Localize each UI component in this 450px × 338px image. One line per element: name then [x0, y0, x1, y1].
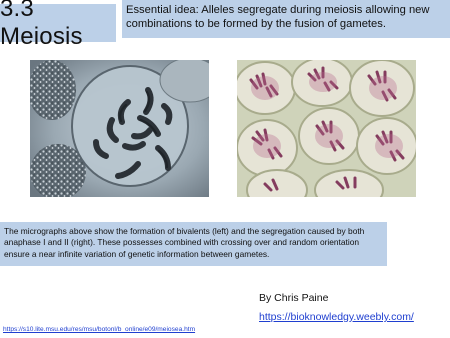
author-credit: By Chris Paine — [259, 292, 329, 304]
micrograph-bivalents — [30, 60, 209, 197]
micrograph-bivalents-image — [30, 60, 209, 197]
essential-idea-text: Essential idea: Alleles segregate during meiosis allowing new combinations to be formed by the fusion of gametes. — [126, 4, 430, 30]
slide-title: 3.3 Meiosis — [0, 0, 83, 50]
essential-idea-box — [122, 0, 450, 38]
description-box — [0, 222, 387, 266]
image-source-link[interactable]: https://s10.lite.msu.edu/res/msu/botonl/b_online/e09/meiosea.htm — [3, 326, 196, 333]
author-website-link[interactable]: https://bioknowledgy.weebly.com/ — [259, 311, 414, 323]
micrograph-anaphase — [237, 60, 416, 197]
description-text: The micrographs above show the formation of bivalents (left) and the segregation caused by both anaphase I and II (right). These possesses combined with crossing over and random orientation ensure a near infinite variation of genetic information between gametes. — [4, 226, 365, 259]
title-box — [0, 0, 116, 50]
micrograph-anaphase-image — [237, 60, 416, 197]
